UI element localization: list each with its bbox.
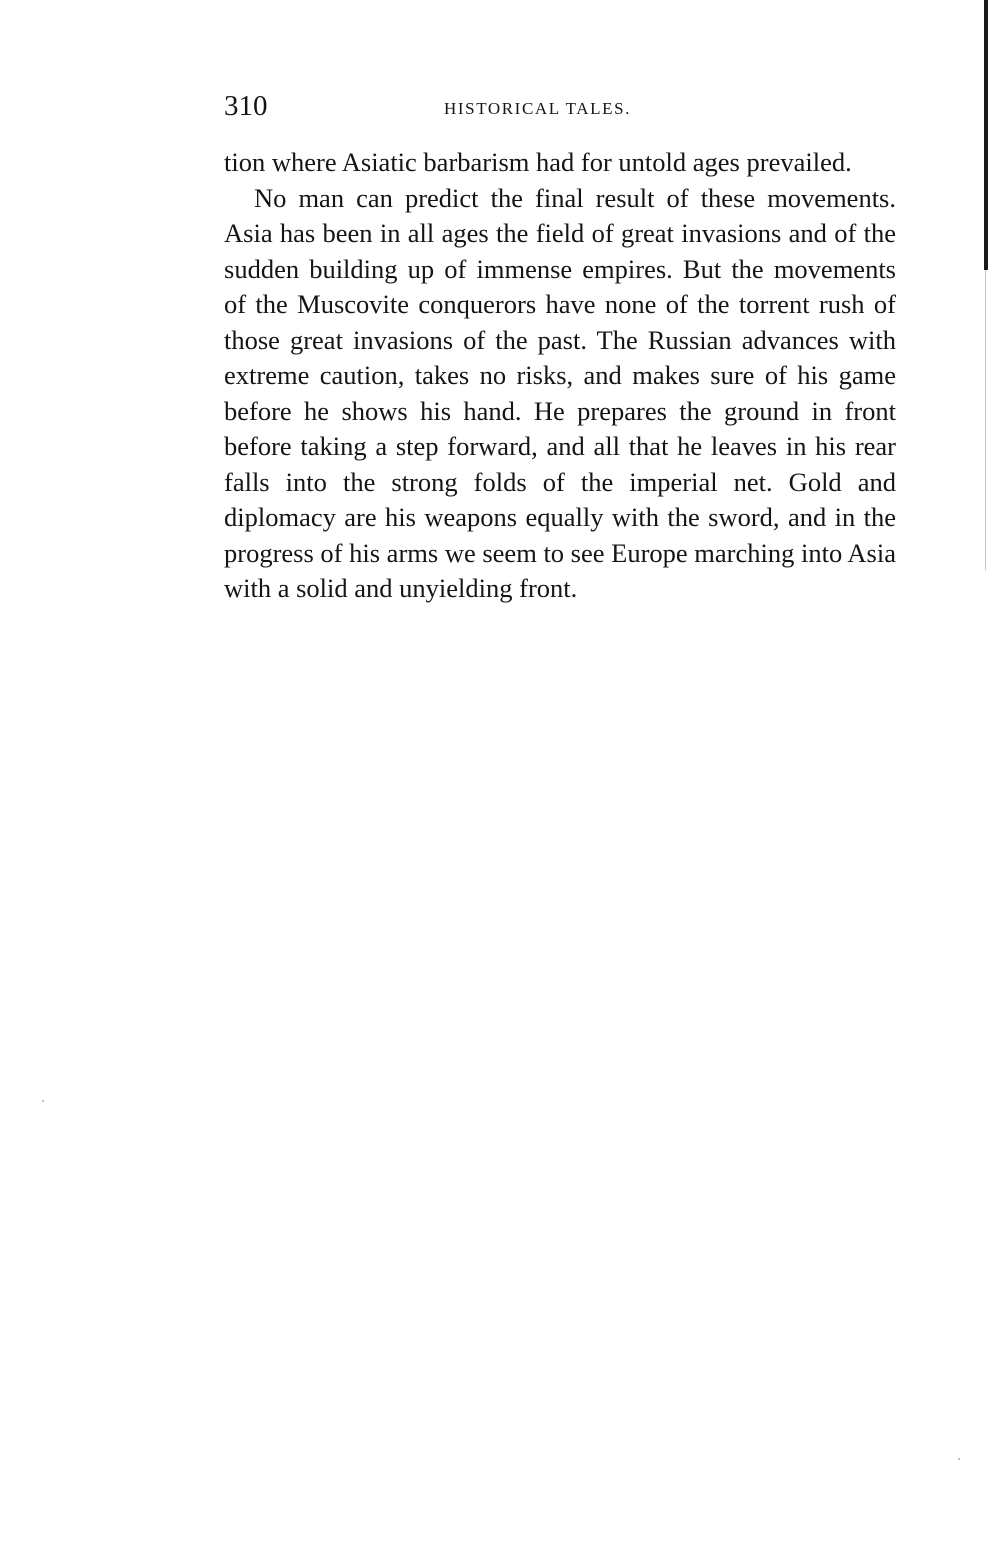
body-text <box>224 145 896 607</box>
paragraph: No man can predict the final result of these movements. Asia has been in all ages the field of great invasions and of the sudden building up of immense empires. But the movements of the Muscovite conquerors have none of the torrent rush of those great invasions of the past. The Russian advances with extreme caution, takes no risks, and makes sure of his game before he shows his hand. He prepares the ground in front before taking a step forward, and all that he leaves in his rear falls into the strong folds of the imperial net. Gold and diplomacy are his weapons equally with the sword, and in the progress of his arms we seem to see Europe marching into Asia with a solid and unyielding front. <box>224 182 896 603</box>
paper-speck <box>958 1458 960 1460</box>
paper-speck <box>42 1100 44 1102</box>
paragraph-continuation: tion where Asiatic barbarism had for untold ages prevailed. <box>224 147 852 177</box>
page-number: 310 <box>224 90 268 122</box>
page-edge-shadow <box>984 0 988 270</box>
page-header <box>224 86 896 126</box>
running-head: HISTORICAL TALES. <box>444 99 632 118</box>
page-edge-faint-line <box>985 270 986 570</box>
